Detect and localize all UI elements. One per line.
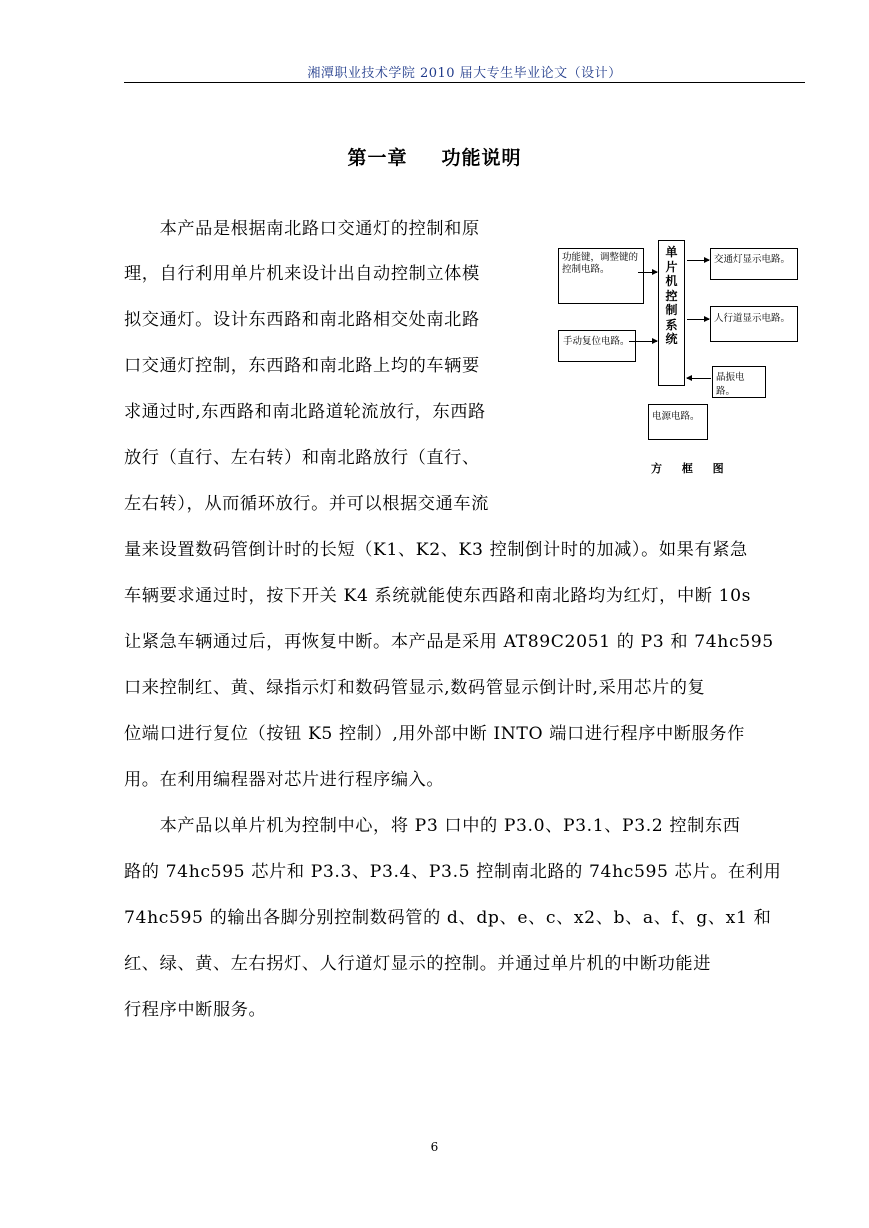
paragraph-2-line: 行程序中断服务。 [124,1000,267,1020]
mcu-label-char: 制 [665,303,678,317]
paragraph-1-line: 口来控制红、黄、绿指示灯和数码管显示,数码管显示倒计时,采用芯片的复 [124,678,706,698]
paragraph-1-line: 本产品是根据南北路口交通灯的控制和原 [124,219,480,239]
power-circuit-box: 电源电路。 [648,404,708,440]
paragraph-1-line: 口交通灯控制，东西路和南北路上均的车辆要 [124,356,480,376]
reset-circuit-box: 手动复位电路。 [558,330,636,362]
mcu-label-char: 片 [665,259,678,274]
arrow-left-icon [687,378,711,379]
crystal-circuit-box: 晶振电路。 [712,366,766,398]
mcu-label-char: 控 [665,288,678,303]
paragraph-1-line: 位端口进行复位（按钮 K5 控制）,用外部中断 INTO 端口进行程序中断服务作 [124,724,745,744]
block-diagram [556,238,796,488]
paragraph-1-line: 拟交通灯。设计东西路和南北路相交处南北路 [124,310,480,330]
header-rule [124,82,805,83]
pedestrian-display-box: 人行道显示电路。 [710,306,798,342]
mcu-label-char: 系 [665,317,678,332]
paragraph-1-line: 用。在利用编程器对芯片进行程序编入。 [124,770,445,790]
arrow-right-icon [638,272,657,273]
paragraph-1-line: 量来设置数码管倒计时的长短（K1、K2、K3 控制倒计时的加减）。如果有紧急 [124,540,748,560]
arrow-right-icon [629,341,657,342]
mcu-label-char: 机 [665,274,678,288]
paragraph-2-line: 路的 74hc595 芯片和 P3.3、P3.4、P3.5 控制南北路的 74hc595 芯片。在利用 [124,862,782,882]
function-key-circuit-box: 功能键，调整键的控制电路。 [558,248,644,304]
paragraph-1-line: 放行（直行、左右转）和南北路放行（直行、 [124,448,480,468]
traffic-light-display-box: 交通灯显示电路。 [710,248,798,280]
paragraph-1-line: 左右转），从而循环放行。并可以根据交通车流 [124,494,489,514]
figure-caption: 方 框 图 [651,462,732,475]
chapter-title [0,143,869,170]
arrow-right-icon [687,319,709,320]
paragraph-1-line: 车辆要求通过时，按下开关 K4 系统就能使东西路和南北路均为红灯，中断 10s [124,586,752,606]
arrow-right-icon [687,260,709,261]
mcu-label-char: 统 [665,332,678,346]
paragraph-1-line: 求通过时,东西路和南北路道轮流放行，东西路 [124,402,486,422]
mcu-system-box [658,240,685,386]
paragraph-1-line: 让紧急车辆通过后，再恢复中断。本产品是采用 AT89C2051 的 P3 和 74hc595 [124,632,774,652]
page-number: 6 [430,1140,439,1154]
paragraph-2-line: 红、绿、黄、左右拐灯、人行道灯显示的控制。并通过单片机的中断功能进 [124,954,711,974]
paragraph-2-line: 本产品以单片机为控制中心，将 P3 口中的 P3.0、P3.1、P3.2 控制东西 [124,816,741,836]
paragraph-1-line: 理，自行利用单片机来设计出自动控制立体模 [124,264,480,284]
running-header: 湘潭职业技术学院 2010 届大专生毕业论文（设计） [307,66,622,81]
chapter-number: 第一章 [347,147,408,169]
paragraph-2-line: 74hc595 的输出各脚分别控制数码管的 d、dp、e、c、x2、b、a、f、g、x1 和 [124,908,772,928]
chapter-name: 功能说明 [441,147,522,169]
mcu-label-char: 单 [665,245,678,259]
